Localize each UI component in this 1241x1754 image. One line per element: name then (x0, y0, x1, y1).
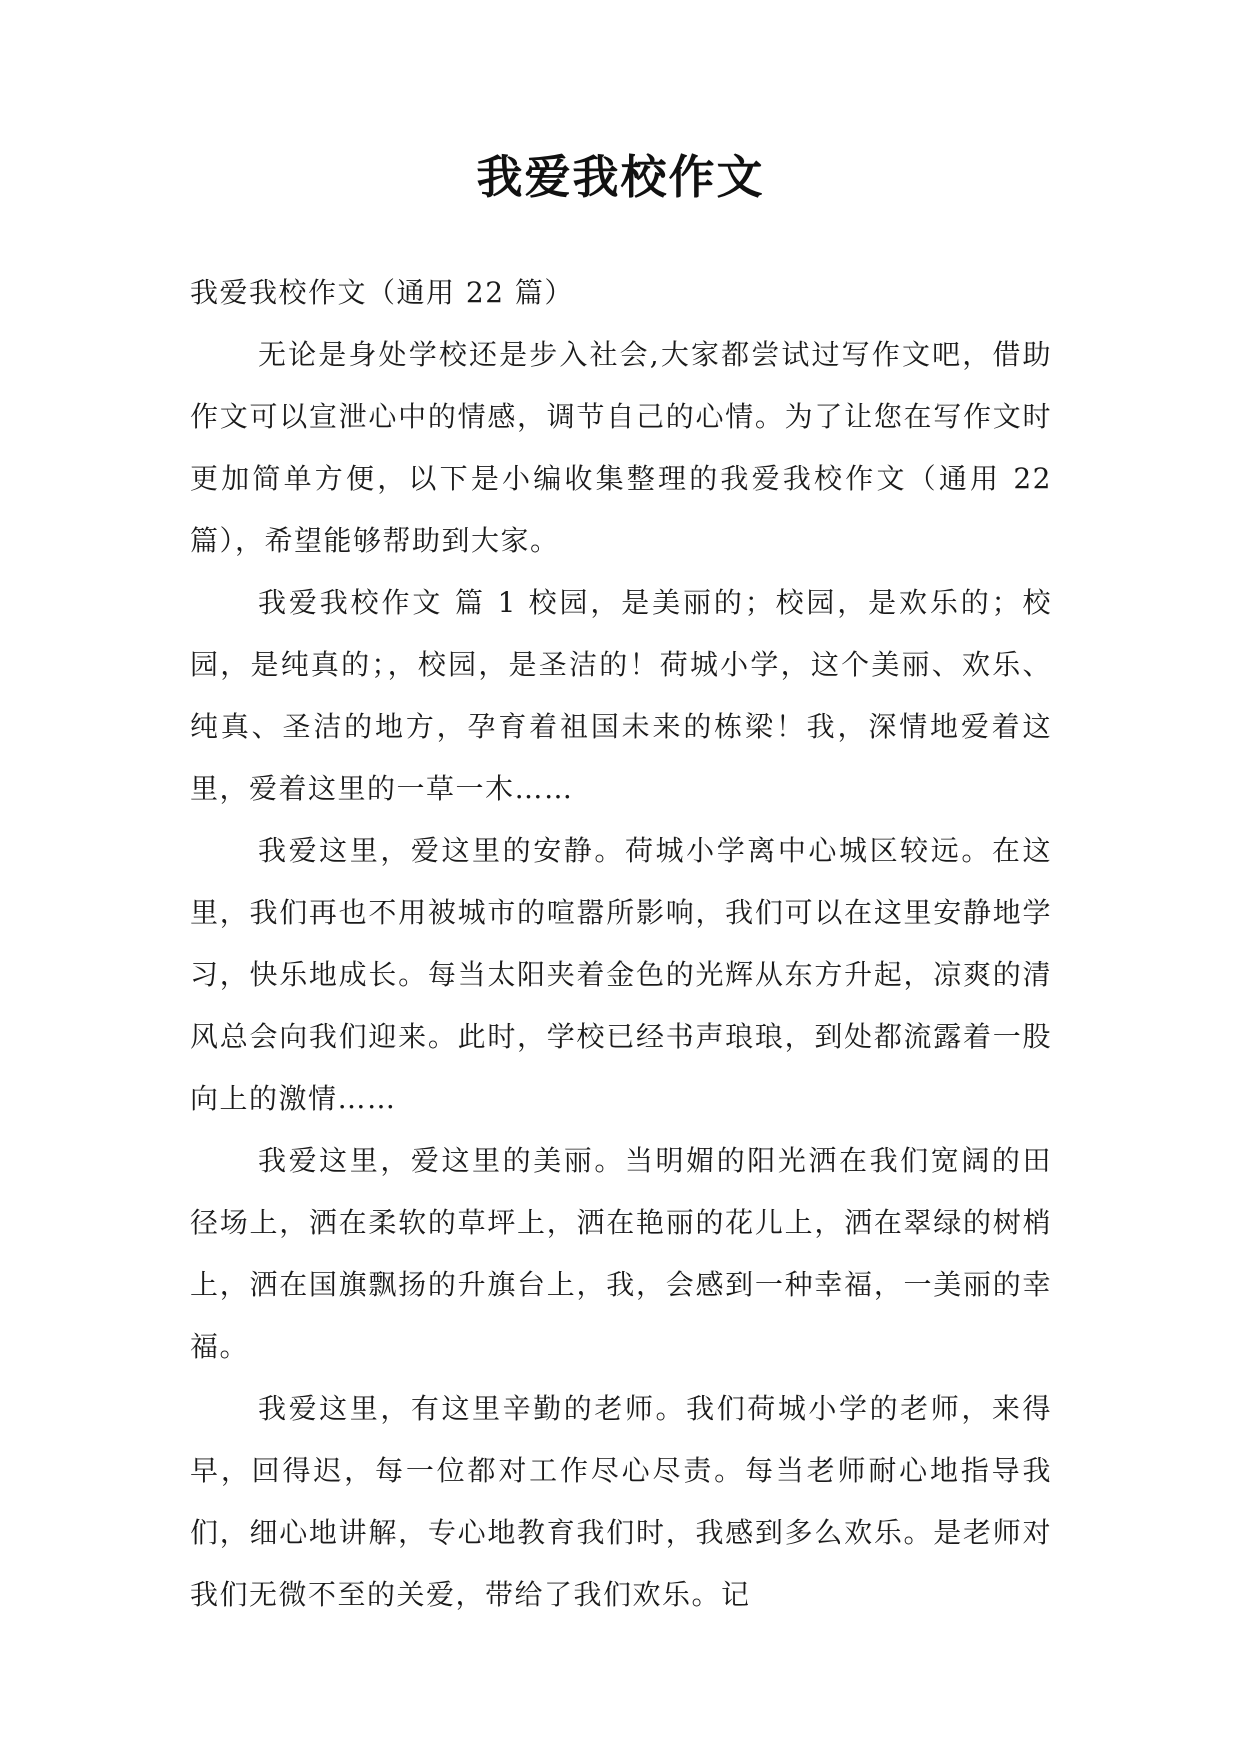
paragraph-2: 我爱这里，爱这里的安静。荷城小学离中心城区较远。在这里，我们再也不用被城市的喧嚣所影响，我们可以在这里安静地学习，快乐地成长。每当太阳夹着金色的光辉从东方升起，凉爽的清风总会向我们迎来。此时，学校已经书声琅琅，到处都流露着一股向上的激情…… (190, 834, 1052, 1115)
document-body (190, 262, 1052, 1626)
paragraph-4: 我爱这里，有这里辛勤的老师。我们荷城小学的老师，来得早，回得迟，每一位都对工作尽心尽责。每当老师耐心地指导我们，细心地讲解，专心地教育我们时，我感到多么欢乐。是老师对我们无微不至的关爱，带给了我们欢乐。记 (190, 1392, 1052, 1611)
document-title: 我爱我校作文 (476, 150, 765, 204)
paragraph-intro: 无论是身处学校还是步入社会,大家都尝试过写作文吧，借助作文可以宣泄心中的情感，调节自己的心情。为了让您在写作文时更加简单方便，以下是小编收集整理的我爱我校作文（通用 22 篇），希望能够帮助到大家。 (190, 338, 1052, 557)
document-subtitle: 我爱我校作文（通用 22 篇） (190, 276, 574, 309)
paragraph-1: 我爱我校作文 篇 1 校园，是美丽的；校园，是欢乐的；校园，是纯真的；，校园，是圣洁的！荷城小学，这个美丽、欢乐、纯真、圣洁的地方，孕育着祖国未来的栋梁！我，深情地爱着这里，爱着这里的一草一木…… (190, 586, 1052, 805)
paragraph-3: 我爱这里，爱这里的美丽。当明媚的阳光洒在我们宽阔的田径场上，洒在柔软的草坪上，洒在艳丽的花儿上，洒在翠绿的树梢上，洒在国旗飘扬的升旗台上，我，会感到一种幸福，一美丽的幸福。 (190, 1144, 1052, 1363)
